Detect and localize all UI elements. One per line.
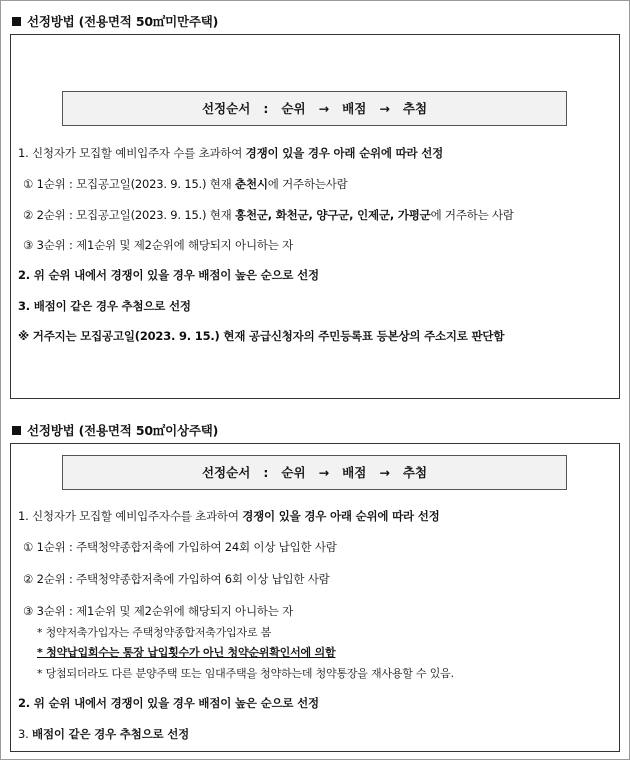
s1-rank-1-text: ① 1순위 : 모집공고일(2023. 9. 15.) 현재 [23, 177, 236, 191]
s1-rank-1-region: 춘천시 [235, 177, 268, 191]
s2-subnote-3: * 당첨되더라도 다른 분양주택 또는 임대주택을 청약하는데 청약통장을 재사용할 수 있음. [37, 667, 454, 680]
s1-rank-2-region: 홍천군, 화천군, 양구군, 인제군, 가평군 [235, 208, 431, 222]
s2-rank-2: ② 2순위 : 주택청약종합저축에 가입하여 6회 이상 납입한 사람 [23, 572, 330, 586]
s2-rank-3: ③ 3순위 : 제1순위 및 제2순위에 해당되지 아니하는 자 [23, 604, 294, 618]
section1-box [10, 34, 620, 399]
s2-subnote-1: * 청약저축가입자는 주택청약종합저축가입자로 봄 [37, 626, 272, 639]
s1-rank-2-suffix: 에 거주하는 사람 [430, 208, 514, 222]
s2-item-2: 2. 위 순위 내에서 경쟁이 있을 경우 배점이 높은 순으로 선정 [18, 696, 319, 710]
s2-rank-1: ① 1순위 : 주택청약종합저축에 가입하여 24회 이상 납입한 사람 [23, 540, 337, 554]
section2-heading [12, 421, 218, 439]
s1-item-1-bold: 경쟁이 있을 경우 아래 순위에 따라 선정 [245, 146, 444, 160]
square-bullet-icon [12, 17, 21, 26]
s2-subnote-2: * 청약납입회수는 통장 납입횟수가 아닌 청약순위확인서에 의함 [37, 646, 336, 659]
s2-item-3 [18, 726, 189, 742]
s1-item-1-text: 1. 신청자가 모집할 예비입주자 수를 초과하여 [18, 146, 246, 160]
s1-item-1 [18, 145, 443, 161]
section1-heading [12, 12, 218, 30]
section2-title: 선정방법 (전용면적 50㎡이상주택) [27, 423, 219, 438]
s2-item-1-text: 1. 신청자가 모집할 예비입주자수를 초과하여 [18, 509, 243, 523]
s1-rank-1-suffix: 에 거주하는사람 [267, 177, 348, 191]
s2-item-1 [18, 508, 440, 524]
s1-rank-3: ③ 3순위 : 제1순위 및 제2순위에 해당되지 아니하는 자 [23, 238, 294, 252]
section1-title: 선정방법 (전용면적 50㎡미만주택) [27, 14, 219, 29]
s1-item-2: 2. 위 순위 내에서 경쟁이 있을 경우 배점이 높은 순으로 선정 [18, 268, 319, 282]
s2-item-1-bold: 경쟁이 있을 경우 아래 순위에 따라 선정 [242, 509, 440, 523]
s1-rank-2 [23, 207, 514, 223]
s1-rank-1 [23, 176, 348, 192]
s1-note: ※ 거주지는 모집공고일(2023. 9. 15.) 현재 공급신청자의 주민등록표 등본상의 주소지로 판단함 [18, 329, 505, 343]
section2-order-banner: 선정순서 : 순위 → 배점 → 추첨 [62, 455, 567, 490]
section2-box [10, 443, 620, 752]
s1-item-3: 3. 배점이 같은 경우 추첨으로 선정 [18, 299, 191, 313]
s2-item-3-bold: 배점이 같은 경우 추첨으로 선정 [32, 727, 190, 741]
s1-rank-2-text: ② 2순위 : 모집공고일(2023. 9. 15.) 현재 [23, 208, 236, 222]
square-bullet-icon [12, 426, 21, 435]
s2-item-3-text: 3. [18, 727, 33, 741]
section1-order-banner: 선정순서 : 순위 → 배점 → 추첨 [62, 91, 567, 126]
